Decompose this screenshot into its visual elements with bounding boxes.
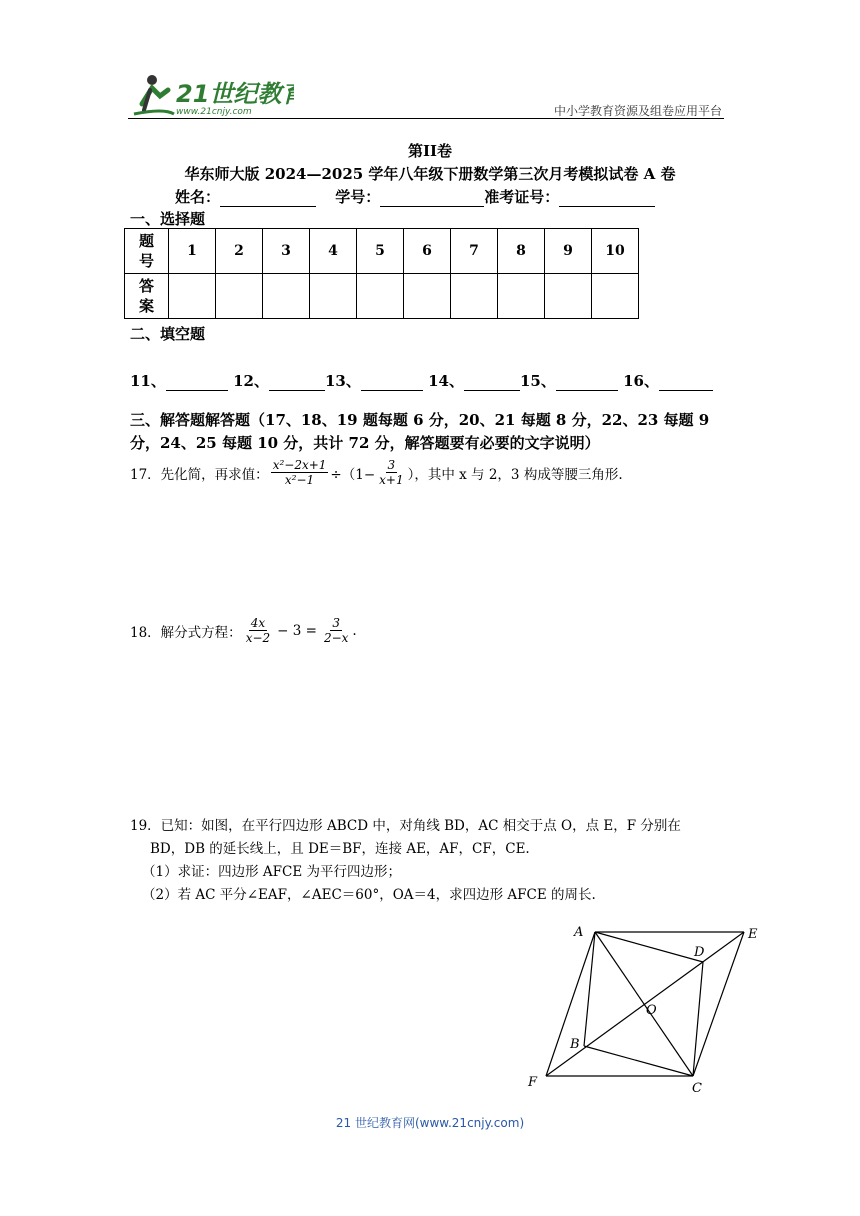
blank-label: 14、 <box>428 372 464 390</box>
q18-mid: − 3 = <box>277 622 317 639</box>
answer-cell[interactable] <box>404 274 451 319</box>
blank-label: 11、 <box>130 372 166 390</box>
footer-text: 21 世纪教育网(www.21cnjy.com) <box>335 1116 525 1130</box>
question-number-cell: 4 <box>310 229 357 274</box>
question-number-cell: 7 <box>451 229 498 274</box>
q17-mid: ÷（1− <box>330 466 376 483</box>
name-field[interactable] <box>220 190 316 207</box>
id-label: 学号： <box>335 188 381 206</box>
fill-blanks-line <box>130 370 713 391</box>
q19-line2: BD，DB 的延长线上，且 DE＝BF，连接 AE，AF，CF，CE. <box>150 841 530 857</box>
question-number-cell: 6 <box>404 229 451 274</box>
exam-number-field[interactable] <box>559 190 655 207</box>
q18-suffix: . <box>352 622 357 639</box>
question-number-cell: 2 <box>216 229 263 274</box>
q19-line1: 19．已知：如图，在平行四边形 ABCD 中，对角线 BD，AC 相交于点 O，点 E，F 分别在 <box>130 818 681 834</box>
blank-field[interactable] <box>269 374 325 391</box>
parallelogram-figure <box>520 920 770 1100</box>
logo-text: 21世纪教育 <box>176 80 294 108</box>
q17-fraction-2: $\frac{3}{x+1}$ <box>379 458 404 487</box>
answer-cell[interactable] <box>263 274 310 319</box>
exam-number-label: 准考证号： <box>484 188 560 206</box>
answer-cell[interactable] <box>545 274 592 319</box>
q17-suffix: ），其中 x 与 2，3 构成等腰三角形. <box>407 466 623 483</box>
label-F: F <box>528 1075 538 1090</box>
blank-field[interactable] <box>659 374 713 391</box>
answer-row <box>125 274 639 319</box>
q19-line4: （2）若 AC 平分∠EAF，∠AEC＝60°，OA＝4，求四边形 AFCE 的周长. <box>142 887 596 903</box>
volume-title: 第II卷 <box>407 142 453 160</box>
question-number-row <box>125 229 639 274</box>
q18-fraction-1: $\frac{4x}{x-2}$ <box>245 616 271 645</box>
segment-DC <box>693 962 703 1076</box>
label-E: E <box>748 927 758 942</box>
blank-field[interactable] <box>166 374 228 391</box>
segment-CB <box>584 1046 693 1076</box>
question-number-cell: 8 <box>498 229 545 274</box>
answer-cell[interactable] <box>451 274 498 319</box>
section-fill-title: 二、填空题 <box>130 325 206 343</box>
site-logo <box>124 70 294 120</box>
label-B: B <box>570 1037 580 1052</box>
label-D: D <box>694 945 705 960</box>
answer-cell[interactable] <box>592 274 639 319</box>
segment-AD <box>595 932 703 962</box>
q17-fraction-1: $\frac{\text{x²−2x+1}}{\text{x²−1}}$ <box>272 458 327 487</box>
exam-title: 华东师大版 2024—2025 学年八年级下册数学第三次月考模拟试卷 A 卷 <box>184 165 676 183</box>
answer-cell[interactable] <box>216 274 263 319</box>
q17-prefix: 17．先化简，再求值： <box>130 466 269 483</box>
blank-label: 16、 <box>623 372 659 390</box>
question-18 <box>130 616 357 645</box>
answer-cell[interactable] <box>169 274 216 319</box>
section-choice-title: 一、选择题 <box>130 210 206 228</box>
label-C: C <box>692 1081 702 1096</box>
header-platform-text: 中小学教育资源及组卷应用平台 <box>553 104 722 118</box>
blank-field[interactable] <box>361 374 423 391</box>
blank-label: 15、 <box>519 372 556 390</box>
label-O: O <box>646 1003 657 1018</box>
question-17 <box>130 458 623 487</box>
id-field[interactable] <box>380 190 484 207</box>
question-number-cell: 1 <box>169 229 216 274</box>
q18-fraction-2: $\frac{3}{2-x}$ <box>323 616 349 645</box>
label-A: A <box>574 925 584 940</box>
blank-label: 13、 <box>324 372 361 390</box>
question-number-cell: 10 <box>592 229 639 274</box>
section-solve-title-line2: 分，24、25 每题 10 分，共计 72 分，解答题要有必要的文字说明） <box>130 434 600 452</box>
answer-cell[interactable] <box>310 274 357 319</box>
header-divider <box>128 118 724 119</box>
diagonal-FE <box>546 932 744 1076</box>
name-label: 姓名： <box>175 188 221 206</box>
question-number-header: 题号 <box>125 229 169 274</box>
blank-field[interactable] <box>556 374 618 391</box>
blank-label: 12、 <box>233 372 269 390</box>
answer-cell[interactable] <box>357 274 404 319</box>
q18-prefix: 18．解分式方程： <box>130 624 242 641</box>
answer-cell[interactable] <box>498 274 545 319</box>
answer-header: 答案 <box>125 274 169 319</box>
q19-line3: （1）求证：四边形 AFCE 为平行四边形； <box>142 864 401 880</box>
blank-field[interactable] <box>464 374 520 391</box>
question-number-cell: 3 <box>263 229 310 274</box>
logo-url: www.21cnjy.com <box>176 107 252 117</box>
answer-grid <box>124 228 639 319</box>
student-info <box>175 186 655 207</box>
section-solve-title-line1: 三、解答题解答题（17、18、19 题每题 6 分，20、21 每题 8 分，22、23 每题 9 <box>130 411 710 429</box>
question-number-cell: 9 <box>545 229 592 274</box>
question-number-cell: 5 <box>357 229 404 274</box>
